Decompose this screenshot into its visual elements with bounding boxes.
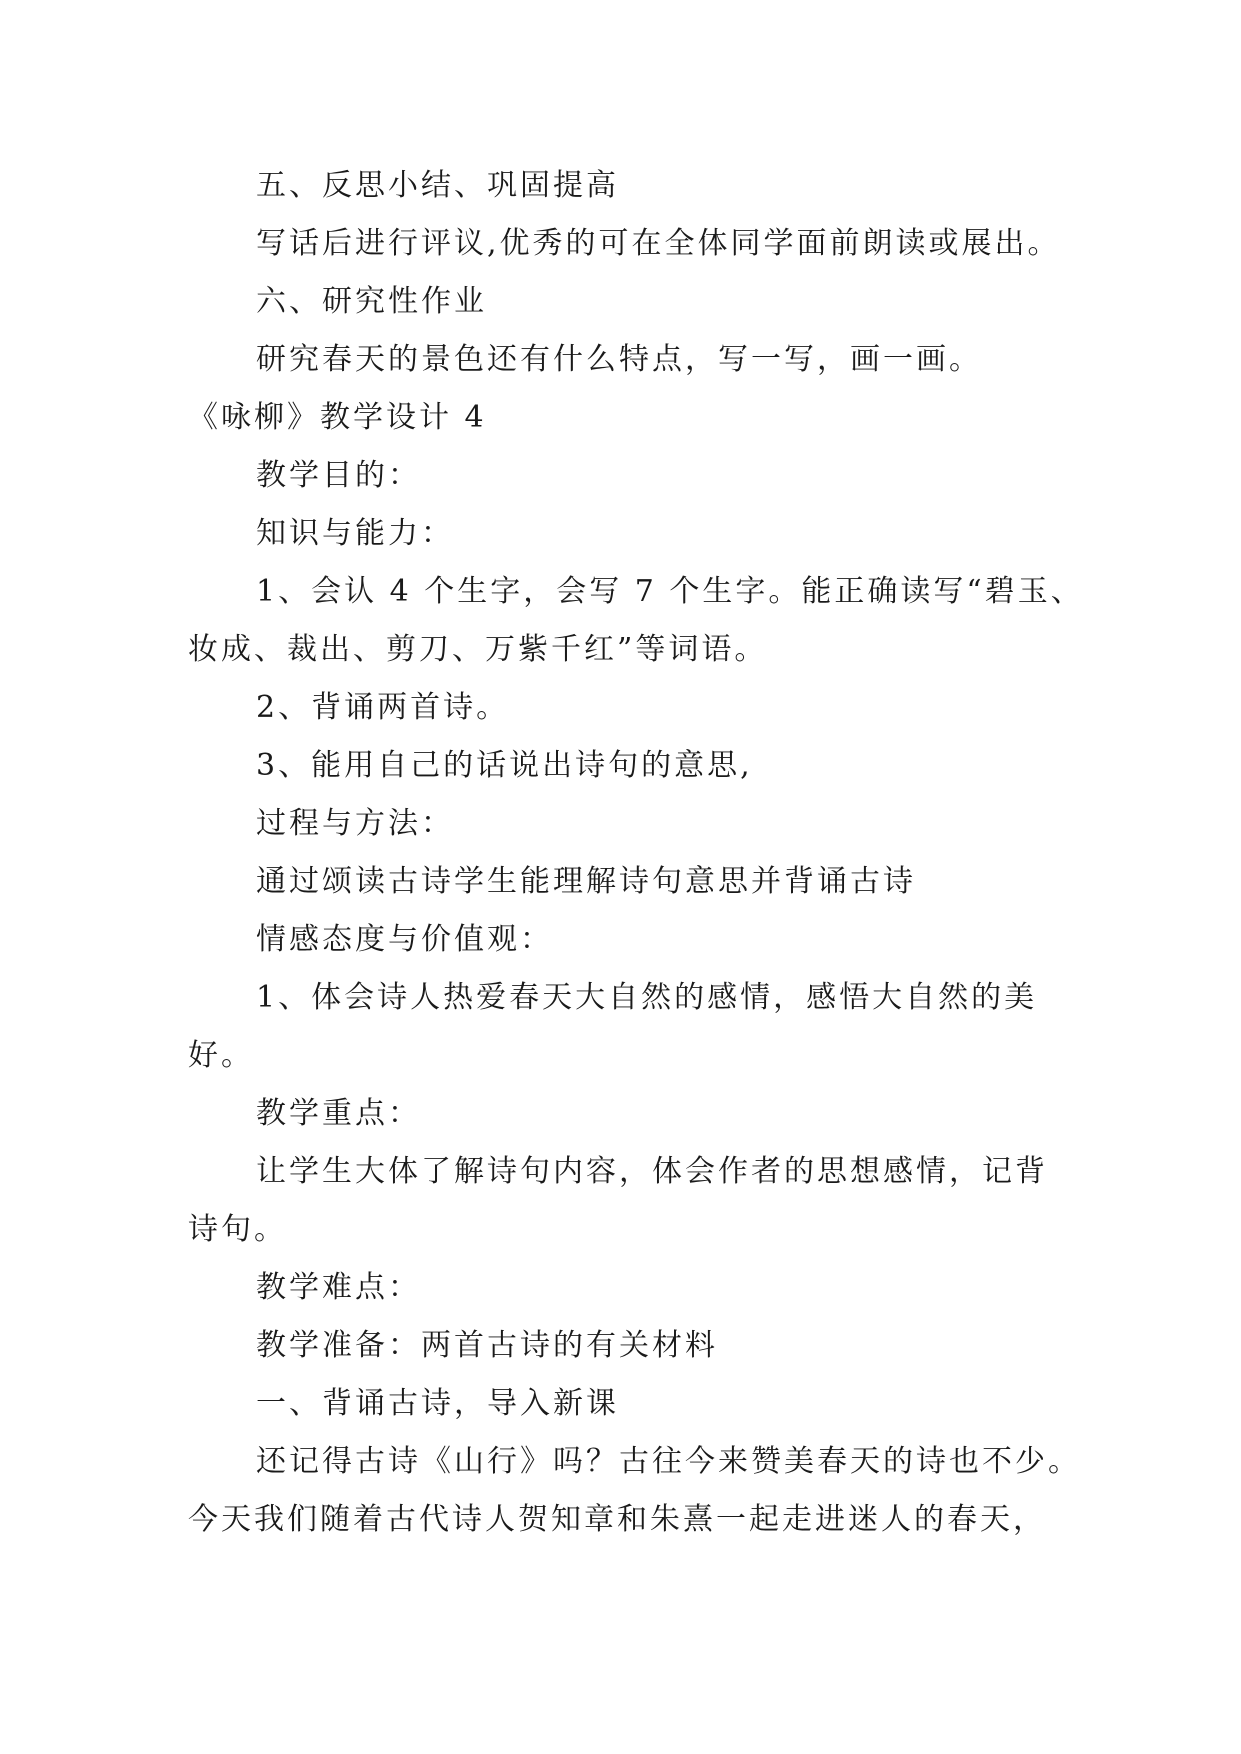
paragraph-line: 今天我们随着古代诗人贺知章和朱熹一起走进迷人的春天， — [188, 1502, 1046, 1537]
section-heading-objectives: 教学目的： — [256, 458, 421, 493]
paragraph-line: 写话后进行评议,优秀的可在全体同学面前朗读或展出。 — [256, 226, 1061, 261]
subheading-knowledge: 知识与能力： — [256, 516, 454, 551]
document-body — [188, 157, 1088, 1549]
paragraph-line: 1、体会诗人热爱春天大自然的感情，感悟大自然的美 — [256, 980, 1038, 1015]
paragraph-line: 还记得古诗《山行》吗？古往今来赞美春天的诗也不少。 — [256, 1444, 1081, 1479]
subheading-values: 情感态度与价值观： — [256, 922, 553, 957]
paragraph-line: 好。 — [188, 1038, 254, 1073]
subheading-process: 过程与方法： — [256, 806, 454, 841]
section-heading-recite: 一、背诵古诗，导入新课 — [256, 1386, 619, 1421]
paragraph-line: 2、背诵两首诗。 — [256, 690, 510, 725]
paragraph-line: 诗句。 — [188, 1212, 287, 1247]
document-title: 《咏柳》教学设计 4 — [188, 400, 487, 435]
section-heading-key-points: 教学重点： — [256, 1096, 421, 1131]
paragraph-line: 教学准备：两首古诗的有关材料 — [256, 1328, 718, 1363]
paragraph-line: 研究春天的景色还有什么特点，写一写，画一画。 — [256, 342, 982, 377]
paragraph-line: 妆成、裁出、剪刀、万紫千红”等词语。 — [188, 632, 768, 667]
paragraph-line: 通过颂读古诗学生能理解诗句意思并背诵古诗 — [256, 864, 916, 899]
section-heading-reflection: 五、反思小结、巩固提高 — [256, 168, 619, 203]
paragraph-line: 让学生大体了解诗句内容，体会作者的思想感情，记背 — [256, 1154, 1048, 1189]
paragraph-line: 1、会认 4 个生字，会写 7 个生字。能正确读写“碧玉、 — [256, 574, 1084, 609]
section-heading-research: 六、研究性作业 — [256, 284, 487, 319]
paragraph-line: 3、能用自己的话说出诗句的意思, — [256, 748, 753, 783]
section-heading-difficulties: 教学难点： — [256, 1270, 421, 1305]
